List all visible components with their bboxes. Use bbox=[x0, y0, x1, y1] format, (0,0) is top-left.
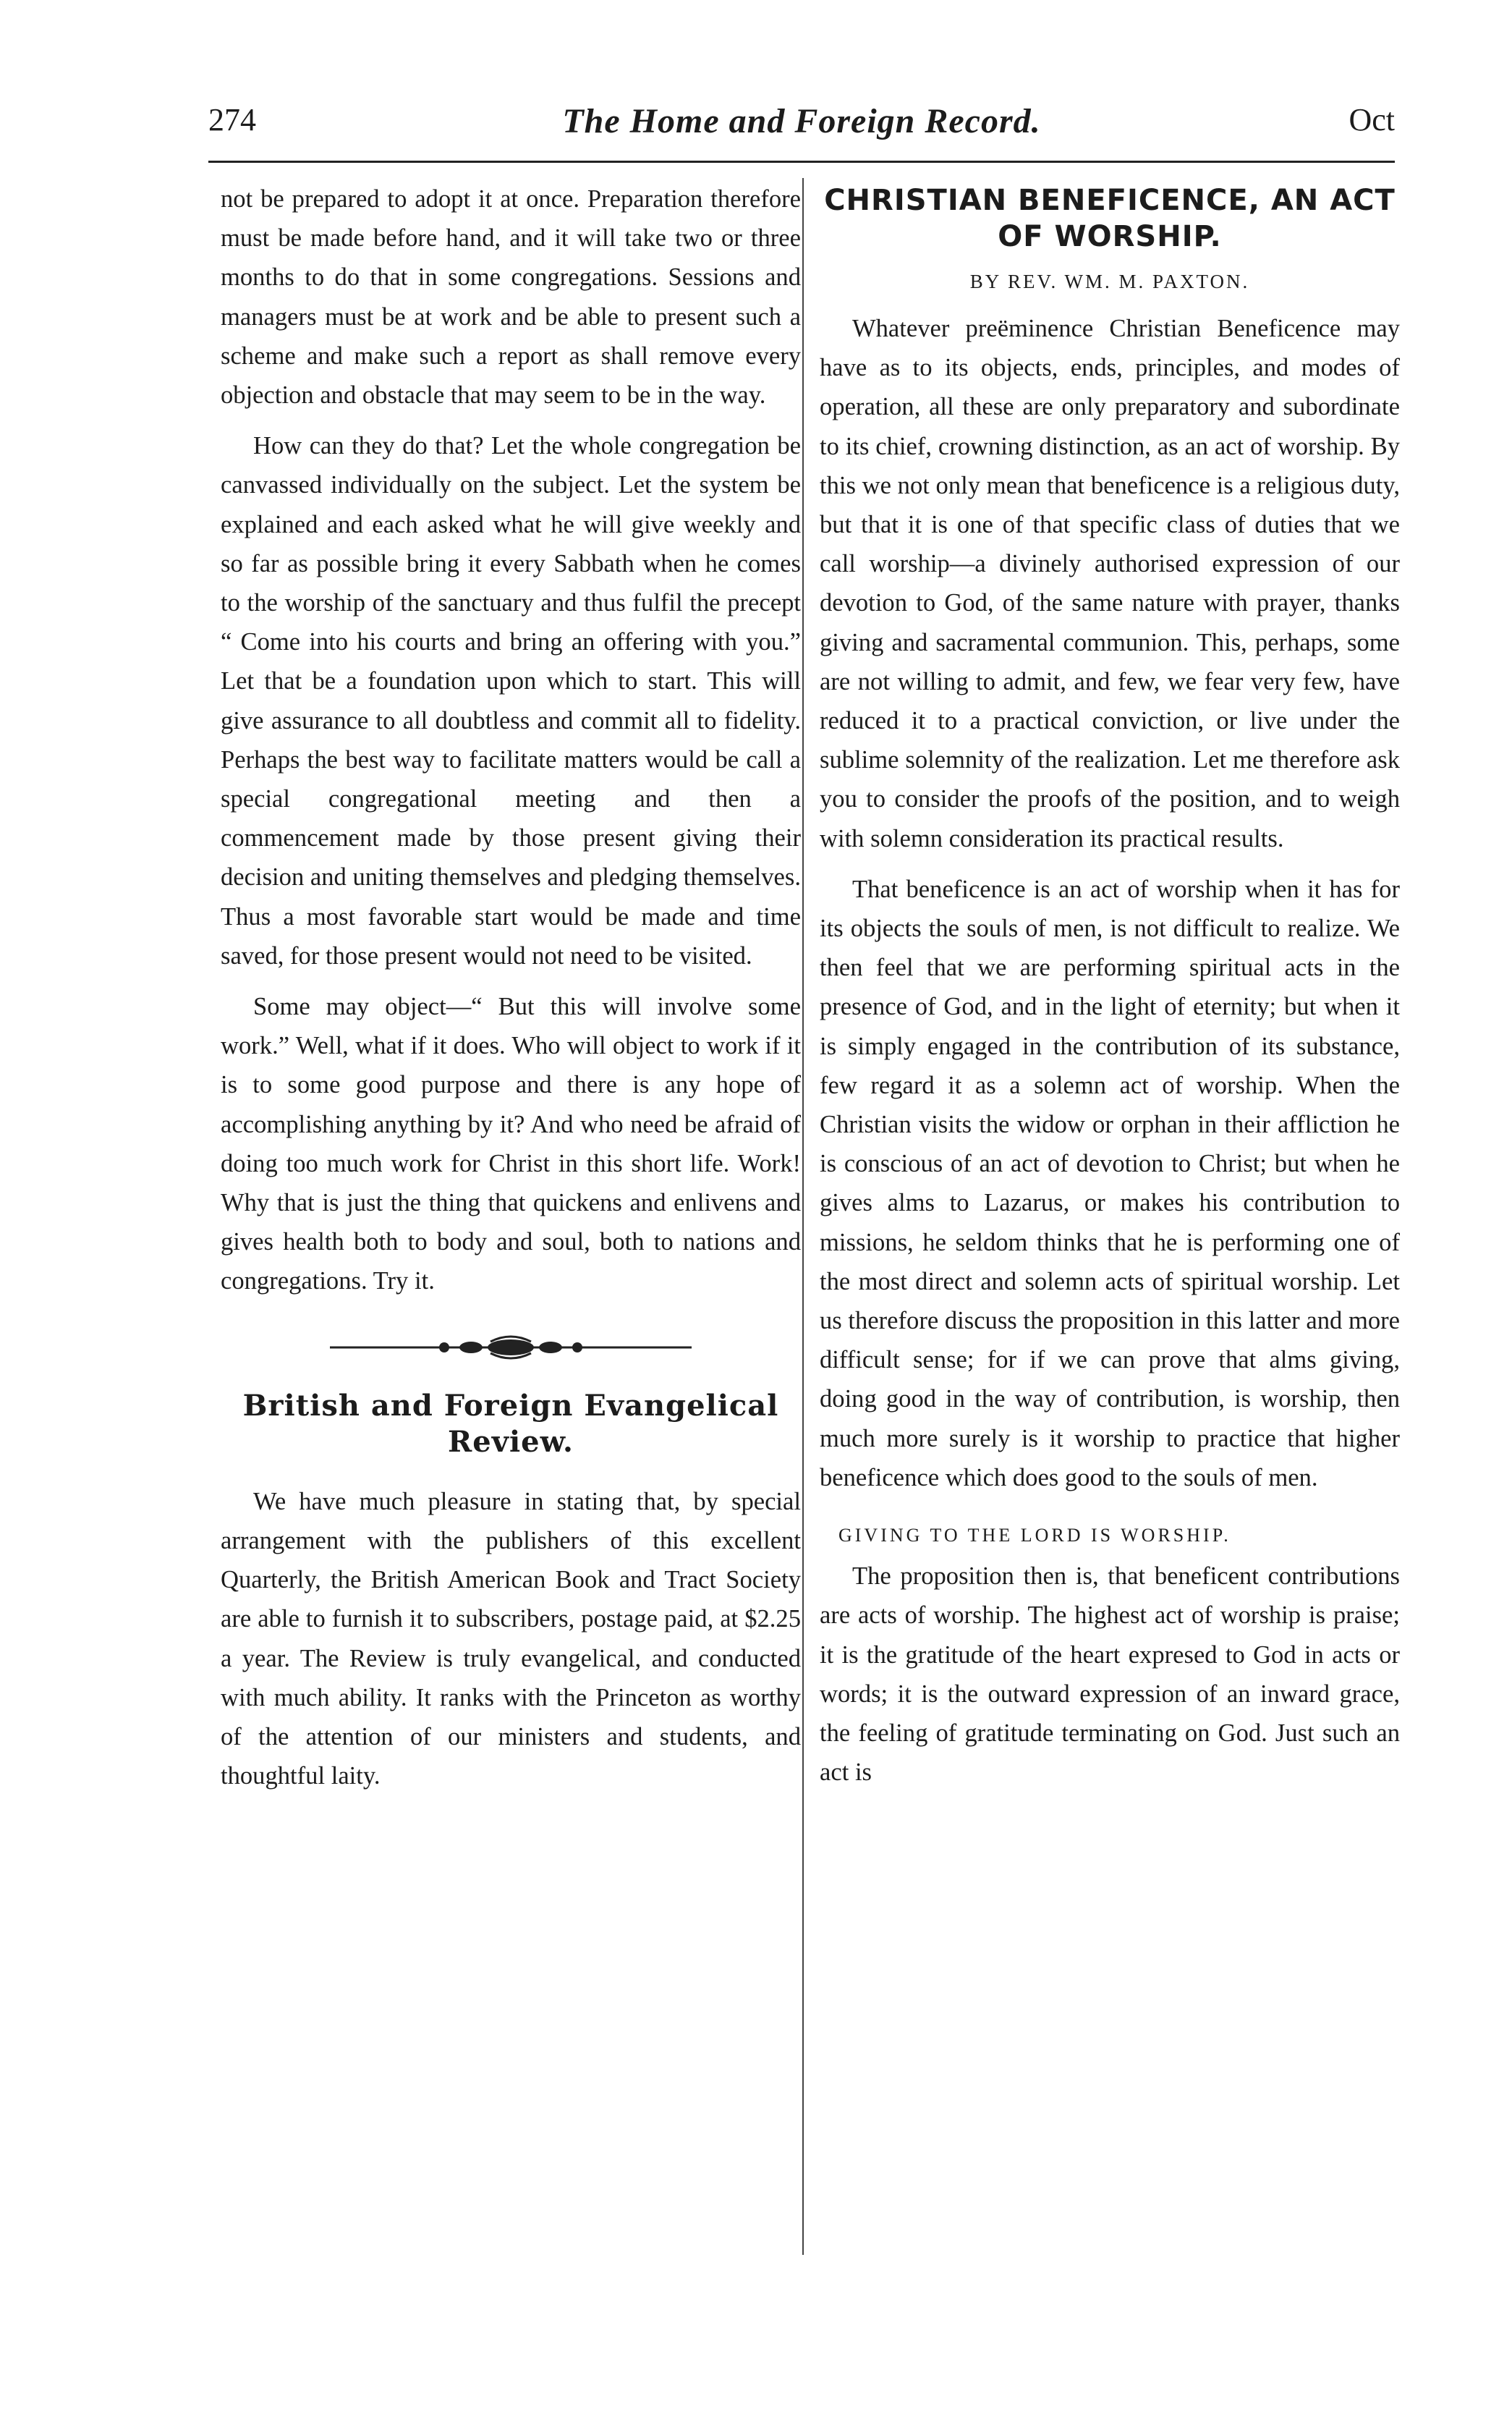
column-divider bbox=[802, 178, 804, 2255]
subheading: GIVING TO THE LORD IS WORSHIP. bbox=[838, 1525, 1231, 1546]
paragraph: How can they do that? Let the whole congregation be canvassed individually on the subject. Let the system be explained and each asked what he will give weekly and so far as possible bring it every Sabbath when he comes to the worship of the sanctuary and thus fulfil the precept “ Come into his courts and bring an offering with you.” Let that be a foundation upon which to start. This will give assurance to all doubtless and commit all to fidelity. Perhaps the best way to facilitate matters would be call a special congregational meeting and then a commencement made by those present giving their decision and uniting themselves and pledging themselves. Thus a most favorable start would be made and time saved, for those present would not need to be visited. bbox=[221, 432, 801, 970]
paragraph: not be prepared to adopt it at once. Preparation therefore must be made before hand, and it will take two or three months to do that in some congregations. Sessions and managers must be at work and be able to present such a scheme and make such a report as shall remove every objection and obstacle that may seem to be in the way. bbox=[221, 185, 801, 410]
right-column bbox=[820, 179, 1400, 1803]
article-title: CHRISTIAN BENEFICENCE, AN ACT OF WORSHIP. bbox=[824, 184, 1396, 253]
page-number: 274 bbox=[208, 102, 256, 137]
paragraph: That beneficence is an act of worship when it has for its objects the souls of men, is not difficult to realize. We then feel that we are performing spiritual acts in the presence of God, and in the light of eternity; but when it is simply engaged in the contribution of its substance, few regard it as a solemn act of worship. When the Christian visits the widow or orphan in their affliction he is conscious of an act of devotion to Christ; but when he gives alms to Lazarus, or makes his contribution to missions, he seldom thinks that he is performing one of the most direct and solemn acts of spiritual worship. Let us therefore discuss the proposition in this latter and more difficult sense; for if we can prove that alms giving, doing good in the way of contribution, is worship, then much more surely is it worship to practice that higher beneficence which does good to the souls of men. bbox=[820, 875, 1400, 1491]
paragraph: The proposition then is, that beneficent contributions are acts of worship. The highest act of worship is praise; it is the gratitude of the heart expresed to God in acts or words; it is the outward expression of an inward grace, the feeling of gratitude terminating on God. Just such an act is bbox=[820, 1562, 1400, 1787]
paragraph: We have much pleasure in stating that, by special arrangement with the publishers of this excellent Quarterly, the British American Book and Tract Society are able to furnish it to subscribers, postage paid, at $2.25 a year. The Review is truly evangelical, and conducted with much ability. It ranks with the Princeton as worthy of the attention of our ministers and students, and thoughtful laity. bbox=[221, 1487, 801, 1790]
section-title: British and Foreign Evangelical Review. bbox=[242, 1388, 779, 1459]
paragraph: Some may object—“ But this will involve some work.” Well, what if it does. Who will object to work if it is to some good purpose and there is any hope of accomplishing anything by it? And who need be afraid of doing too much work for Christ in this short life. Work! Why that is just the thing that quickens and enlivens and gives health both to body and soul, both to nations and congregations. Try it. bbox=[221, 993, 801, 1295]
issue-month: Oct bbox=[1349, 102, 1395, 137]
header-rule bbox=[208, 161, 1395, 163]
page-header bbox=[208, 101, 1395, 159]
paragraph: Whatever preëminence Christian Beneficence may have as to its objects, ends, principles, and modes of operation, all these are only preparatory and subordinate to its chief, crowning distinction, as an act of worship. By this we not only mean that beneficence is a religious duty, but that it is one of that specific class of duties that we call worship—a divinely authorised expression of our devotion to God, of the same nature with prayer, thanks giving and sacramental communion. This, perhaps, some are not willing to admit, and few, we fear very few, have reduced it to a practical conviction, or live under the sublime solemnity of the realization. Let me therefore ask you to consider the proofs of the position, and to weigh with solemn consideration its practical results. bbox=[820, 315, 1400, 852]
left-column bbox=[221, 179, 801, 1807]
ornament-divider bbox=[323, 1333, 699, 1362]
running-title: The Home and Foreign Record. bbox=[562, 102, 1041, 140]
byline: BY REV. WM. M. PAXTON. bbox=[969, 271, 1250, 292]
